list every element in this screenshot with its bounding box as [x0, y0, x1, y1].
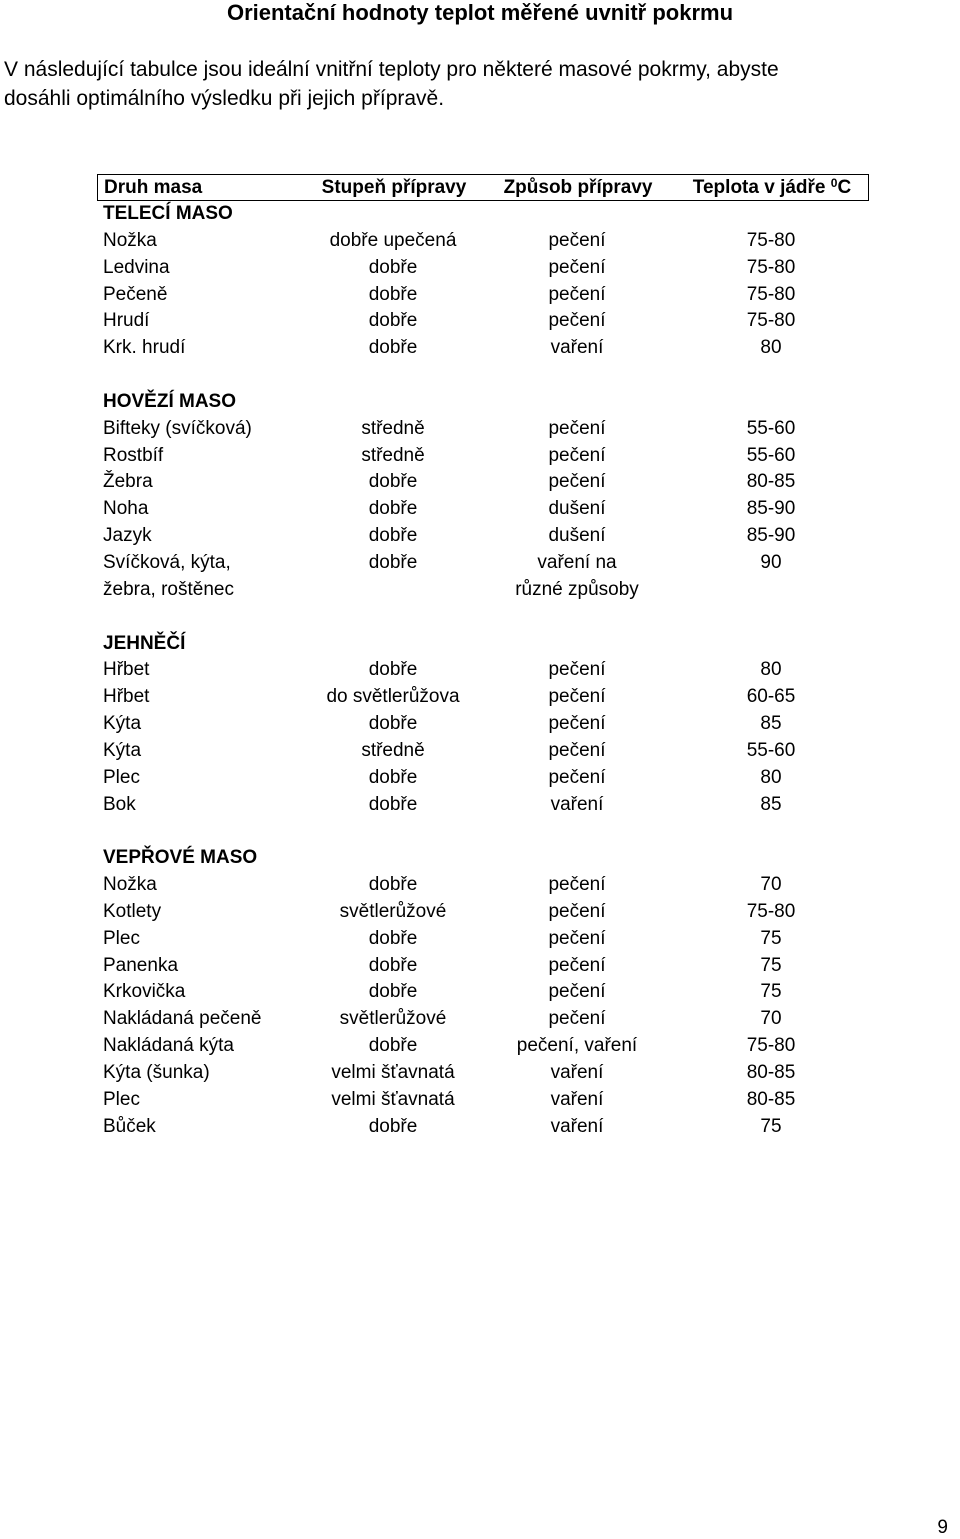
cell-temperature: 55-60	[746, 739, 796, 761]
table-row	[97, 308, 869, 335]
cell-method: pečení	[548, 229, 606, 251]
section-heading: VEPŘOVÉ MASO	[103, 847, 258, 869]
cell-doneness: dobře upečená	[329, 229, 457, 251]
section-heading: TELECÍ MASO	[103, 203, 233, 224]
cell-temperature: 80-85	[746, 471, 796, 493]
header-core-temperature-label: Teplota v jádře	[692, 177, 831, 198]
cell-doneness: dobře	[368, 256, 418, 278]
cell-meat-type: Rostbíf	[103, 444, 164, 466]
table-row	[97, 550, 869, 577]
section-heading-row	[97, 201, 869, 228]
table-row	[97, 657, 869, 684]
cell-method: vaření na	[537, 551, 617, 573]
table-row	[97, 953, 869, 980]
cell-meat-type: Plec	[103, 766, 140, 788]
table-row	[97, 469, 869, 496]
table-row	[97, 228, 869, 255]
table-row	[97, 443, 869, 470]
table-body	[97, 201, 869, 1141]
cell-method: pečení	[548, 256, 606, 278]
cell-method: vaření	[550, 1062, 604, 1083]
cell-doneness: dobře	[368, 283, 418, 305]
cell-method: pečení	[548, 766, 606, 788]
table-row	[97, 255, 869, 282]
table-row	[97, 765, 869, 792]
cell-doneness: dobře	[368, 525, 418, 547]
cell-method: vaření	[550, 793, 604, 815]
cell-doneness: dobře	[368, 793, 418, 815]
cell-doneness: světlerůžové	[339, 1008, 447, 1030]
cell-temperature: 85	[760, 713, 782, 735]
cell-method: vaření	[550, 1088, 604, 1110]
section-spacer	[97, 818, 869, 845]
cell-doneness: středně	[361, 444, 425, 466]
cell-temperature: 75-80	[746, 1035, 796, 1057]
temperature-table	[97, 174, 869, 1141]
cell-temperature: 75	[760, 954, 782, 976]
table-row	[97, 738, 869, 765]
cell-meat-type: Nožka	[103, 874, 157, 896]
cell-temperature: 85-90	[746, 498, 796, 520]
cell-doneness: dobře	[368, 1035, 418, 1057]
cell-meat-type: Hřbet	[103, 659, 150, 681]
cell-temperature: 75-80	[746, 283, 796, 305]
table-row	[97, 496, 869, 523]
cell-temperature: 55-60	[746, 417, 796, 439]
table-row	[97, 1087, 869, 1114]
cell-method: pečení	[548, 686, 606, 708]
cell-doneness: dobře	[368, 713, 418, 735]
table-row	[97, 523, 869, 550]
table-row	[97, 926, 869, 953]
cell-temperature: 80	[760, 659, 782, 681]
cell-doneness: do světlerůžova	[326, 686, 460, 708]
cell-temperature: 75-80	[746, 229, 796, 251]
cell-meat-type: Ledvina	[103, 256, 170, 278]
intro-paragraph	[4, 55, 960, 113]
cell-temperature: 55-60	[746, 444, 796, 466]
cell-temperature: 75-80	[746, 256, 796, 278]
cell-meat-type: Hřbet	[103, 686, 150, 708]
cell-method: pečení	[548, 981, 606, 1003]
cell-meat-type: Plec	[103, 927, 140, 949]
cell-temperature: 85-90	[746, 525, 796, 547]
section-heading-row	[97, 845, 869, 872]
section-spacer	[97, 362, 869, 389]
cell-method: pečení, vaření	[516, 1035, 638, 1057]
cell-method: pečení	[548, 874, 606, 896]
cell-doneness: středně	[361, 417, 425, 439]
cell-meat-type: Hrudí	[103, 310, 150, 332]
header-method: Způsob přípravy	[503, 177, 653, 198]
cell-meat-type: Jazyk	[103, 525, 152, 547]
cell-temperature: 75-80	[746, 900, 796, 922]
header-doneness: Stupeň přípravy	[321, 177, 467, 198]
degree-superscript: 0	[830, 176, 838, 190]
cell-meat-type: Bůček	[103, 1115, 156, 1137]
intro-line-2: dosáhli optimálního výsledku při jejich přípravě.	[4, 87, 445, 110]
table-row	[97, 899, 869, 926]
cell-doneness: dobře	[368, 551, 418, 573]
cell-temperature: 80-85	[746, 1062, 796, 1083]
cell-doneness: dobře	[368, 1115, 418, 1137]
cell-meat-type: Kýta	[103, 713, 142, 735]
cell-temperature: 80	[760, 337, 782, 359]
table-row	[97, 1006, 869, 1033]
section-spacer	[97, 604, 869, 631]
cell-doneness: dobře	[368, 874, 418, 896]
cell-temperature: 75	[760, 1115, 782, 1137]
cell-method: pečení	[548, 444, 606, 466]
cell-doneness: dobře	[368, 337, 418, 359]
table-row	[97, 577, 869, 604]
cell-meat-type: Kotlety	[103, 900, 162, 922]
cell-meat-type: Kýta (šunka)	[103, 1062, 210, 1083]
section-heading: JEHNĚČÍ	[103, 632, 186, 654]
cell-meat-type: Bifteky (svíčková)	[103, 417, 252, 439]
cell-temperature: 90	[760, 551, 782, 573]
cell-doneness: dobře	[368, 981, 418, 1003]
cell-temperature: 80	[760, 766, 782, 788]
page-title: Orientační hodnoty teplot měřené uvnitř pokrmu	[226, 0, 734, 25]
cell-temperature: 70	[760, 874, 782, 896]
table-row	[97, 1033, 869, 1060]
table-header-row	[97, 174, 869, 201]
table-row	[97, 711, 869, 738]
cell-meat-type: Kýta	[103, 739, 142, 761]
header-core-temperature	[676, 175, 868, 200]
section-heading-row	[97, 389, 869, 416]
cell-doneness: středně	[361, 739, 425, 761]
cell-doneness: dobře	[368, 471, 418, 493]
section-heading: HOVĚZÍ MASO	[103, 390, 237, 412]
cell-doneness: dobře	[368, 659, 418, 681]
cell-method: pečení	[548, 900, 606, 922]
cell-temperature: 75-80	[746, 310, 796, 332]
cell-temperature: 85	[760, 793, 782, 815]
cell-doneness: velmi šťavnatá	[331, 1062, 455, 1083]
table-row	[97, 416, 869, 443]
table-row	[97, 1114, 869, 1141]
cell-doneness: světlerůžové	[339, 900, 447, 922]
cell-method: pečení	[548, 659, 606, 681]
cell-meat-type: Noha	[103, 498, 149, 520]
cell-method: pečení	[548, 1008, 606, 1030]
cell-doneness: dobře	[368, 498, 418, 520]
cell-method: různé způsoby	[515, 578, 639, 600]
cell-temperature: 75	[760, 981, 782, 1003]
table-row	[97, 872, 869, 899]
table-row	[97, 282, 869, 309]
cell-meat-type: Nakládaná kýta	[103, 1035, 234, 1057]
page-number: 9	[937, 1517, 948, 1538]
cell-method: dušení	[548, 498, 606, 520]
table-row	[97, 979, 869, 1006]
cell-meat-type: Nakládaná pečeně	[103, 1008, 262, 1030]
cell-meat-type: Plec	[103, 1088, 140, 1110]
cell-method: pečení	[548, 739, 606, 761]
cell-method: pečení	[548, 417, 606, 439]
cell-method: vaření	[550, 1115, 604, 1137]
cell-meat-type: Svíčková, kýta,	[103, 551, 231, 573]
cell-method: pečení	[548, 927, 606, 949]
section-heading-row	[97, 631, 869, 658]
cell-method: vaření	[550, 337, 604, 359]
cell-meat-type: Nožka	[103, 229, 157, 251]
cell-method: pečení	[548, 310, 606, 332]
table-row	[97, 335, 869, 362]
intro-line-1: V následující tabulce jsou ideální vnitřní teploty pro některé masové pokrmy, abyste	[4, 58, 779, 81]
cell-doneness: dobře	[368, 927, 418, 949]
cell-temperature: 80-85	[746, 1088, 796, 1110]
cell-doneness: dobře	[368, 766, 418, 788]
cell-meat-type: Žebra	[103, 471, 153, 493]
cell-meat-type: Krk. hrudí	[103, 337, 186, 359]
cell-temperature: 75	[760, 927, 782, 949]
table-row	[97, 684, 869, 711]
table-row	[97, 1060, 869, 1087]
header-core-temperature-unit: C	[837, 177, 852, 198]
cell-method: dušení	[548, 525, 606, 547]
cell-doneness: dobře	[368, 954, 418, 976]
cell-method: pečení	[548, 283, 606, 305]
cell-method: pečení	[548, 954, 606, 976]
table-row	[97, 792, 869, 819]
cell-meat-type: Panenka	[103, 954, 179, 976]
cell-temperature: 60-65	[746, 686, 796, 708]
cell-doneness: velmi šťavnatá	[331, 1088, 455, 1110]
cell-meat-type: Pečeně	[103, 283, 168, 305]
cell-doneness: dobře	[368, 310, 418, 332]
cell-meat-type: Bok	[103, 793, 136, 815]
cell-method: pečení	[548, 471, 606, 493]
cell-meat-type: žebra, roštěnec	[103, 578, 234, 600]
header-meat-type: Druh masa	[104, 177, 203, 198]
cell-meat-type: Krkovička	[103, 981, 186, 1003]
cell-method: pečení	[548, 713, 606, 735]
cell-temperature: 70	[760, 1008, 782, 1030]
